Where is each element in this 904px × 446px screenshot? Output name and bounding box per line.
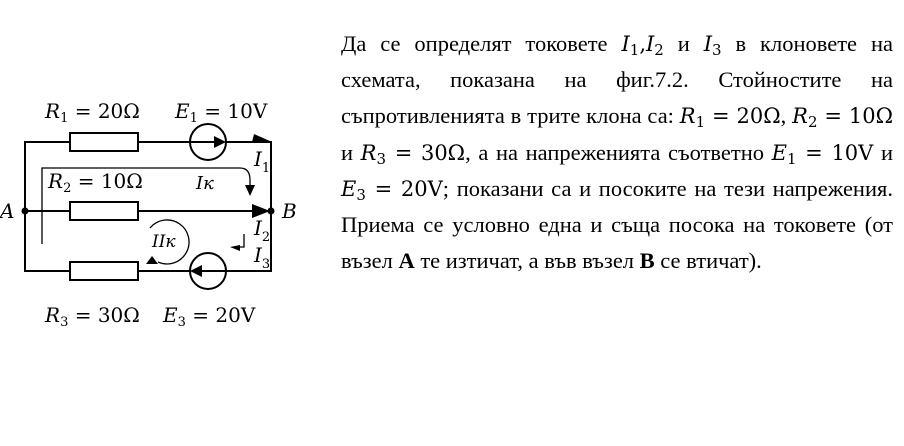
label-loop-i: Iк xyxy=(196,173,214,194)
var-r3: $R_3$ xyxy=(360,140,387,168)
wire-top-branch xyxy=(25,142,271,271)
loop-ii-arrowhead-right xyxy=(230,245,240,251)
label-i3: $I_3$ xyxy=(254,243,271,272)
separator: , xyxy=(780,103,793,129)
var-r1: $R_1$ xyxy=(679,104,706,132)
loop-ii-path xyxy=(234,234,244,247)
loop-i-arrowhead xyxy=(245,185,255,196)
resistor-r1 xyxy=(70,133,138,151)
value-e1: = 10V xyxy=(796,140,874,165)
var-i1: $I_1$ xyxy=(621,32,640,59)
problem-text: , а на напреженията съответно xyxy=(465,139,772,165)
problem-text: и xyxy=(341,139,361,165)
node-a-dot xyxy=(22,208,29,215)
circuit-diagram xyxy=(0,0,330,446)
label-loop-ii: IIк xyxy=(152,232,176,252)
var-i3: $I_3$ xyxy=(703,32,722,59)
loop-ii-arc-arrowhead xyxy=(146,256,158,264)
node-b-label: B xyxy=(282,199,297,223)
node-b-bold: B xyxy=(639,248,655,274)
label-e3: $E_3 = 20V$ xyxy=(163,303,256,330)
problem-paragraph xyxy=(341,26,893,279)
value-r3: = 30Ω xyxy=(386,140,466,165)
label-i1: $I_1$ xyxy=(254,147,271,176)
comma: , xyxy=(639,32,646,56)
var-e1: $E_1$ xyxy=(771,140,797,168)
problem-text: Да се определят токовете xyxy=(341,31,622,56)
label-e1: $E_1 = 10V$ xyxy=(175,99,268,126)
problem-text: и xyxy=(873,139,894,165)
node-a-bold: A xyxy=(398,248,415,274)
node-a-label: A xyxy=(0,199,15,223)
label-r1: $R_1 = 20\Omega$ xyxy=(45,99,140,126)
label-r2: $R_2 = 10\Omega$ xyxy=(48,169,143,196)
var-r2: $R_2$ xyxy=(792,104,818,132)
value-r1: = 20Ω xyxy=(705,104,781,129)
value-e3: = 20V xyxy=(365,176,443,201)
problem-text: се втичат). xyxy=(654,248,762,274)
problem-statement xyxy=(341,26,893,279)
resistor-r3 xyxy=(70,262,138,280)
value-r2: = 10Ω xyxy=(817,104,893,129)
problem-text: и xyxy=(663,31,704,56)
label-i2: $I_2$ xyxy=(254,216,271,245)
label-r3: $R_3 = 30\Omega$ xyxy=(45,303,140,330)
resistor-r2 xyxy=(70,202,138,220)
current-arrow-i1 xyxy=(252,134,272,142)
problem-text: те изтичат, а във възел xyxy=(414,248,640,274)
problem-text: ; показани са и посоките на тези напрежения. Приема се условно една и съща посока на токовете (от възел xyxy=(341,175,893,274)
problem-text: в клоновете на схемата, показана на фиг.7.2. Стойностите на съпротивленията в трите клона са: xyxy=(341,31,893,129)
var-i2: $I_2$ xyxy=(646,32,664,59)
var-e3: $E_3$ xyxy=(341,176,366,204)
